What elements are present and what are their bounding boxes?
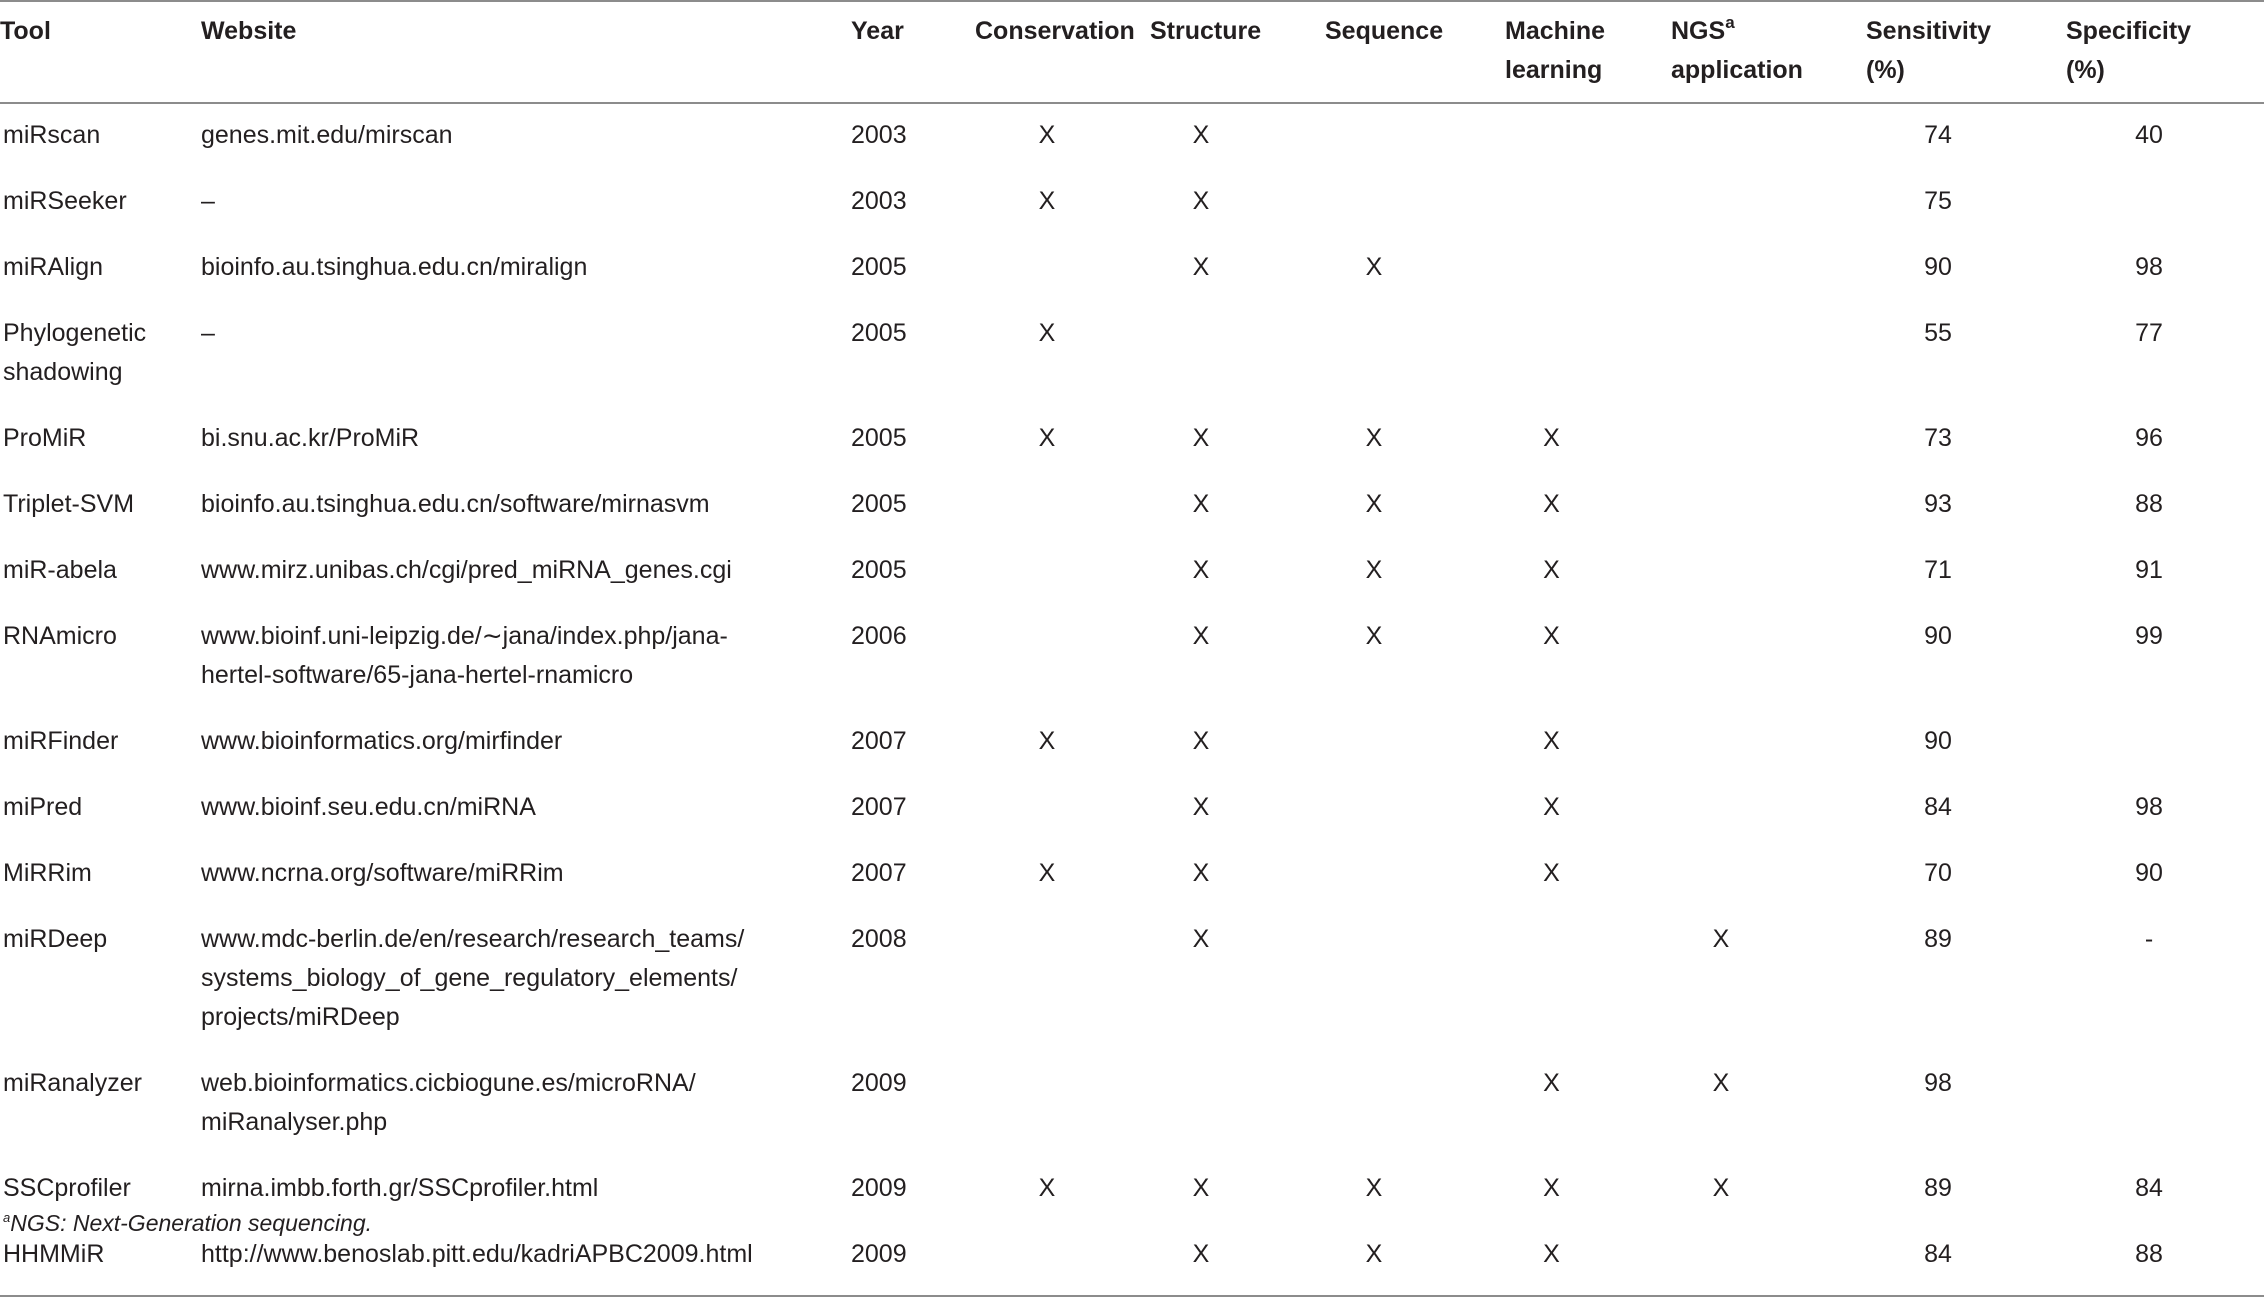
cell-sequence: [1325, 1057, 1505, 1162]
cell-machine-learning: X: [1543, 727, 1560, 755]
cell-sensitivity: 84: [1866, 1228, 2066, 1296]
cell-ngs-application: [1671, 544, 1866, 610]
cell-structure: X: [1192, 556, 1210, 584]
cell-conservation: [975, 1228, 1147, 1296]
table-row: [0, 241, 2264, 307]
table-header: [0, 1, 2264, 103]
table-row: [0, 307, 2264, 412]
cell-ngs-application: [1671, 478, 1866, 544]
cell-machine-learning: X: [1543, 490, 1560, 518]
cell-machine-learning: X: [1543, 424, 1560, 452]
cell-conservation: X: [1038, 319, 1056, 347]
cell-website: www.bioinf.uni-leipzig.de/∼jana/index.php/jana- hertel-software/65-jana-hertel-rnamicro: [201, 622, 728, 689]
cell-ngs-application: X: [1712, 925, 1730, 953]
cell-machine-learning: X: [1543, 859, 1560, 887]
cell-website: –: [201, 187, 215, 215]
cell-tool: ProMiR: [3, 424, 87, 452]
cell-sequence: [1325, 715, 1505, 781]
cell-sequence: [1325, 307, 1505, 412]
cell-machine-learning: X: [1543, 556, 1560, 584]
table-row: [0, 610, 2264, 715]
cell-sequence: X: [1365, 1174, 1383, 1202]
cell-specificity: 99: [2135, 622, 2163, 650]
cell-year: 2005: [851, 490, 907, 518]
cell-machine-learning: X: [1543, 1069, 1560, 1097]
cell-sequence: X: [1365, 556, 1383, 584]
cell-ngs-application: [1671, 412, 1866, 478]
header-conservation: Conservation: [975, 1, 1147, 103]
cell-year: 2007: [851, 727, 907, 755]
cell-machine-learning: [1505, 103, 1671, 175]
cell-sensitivity: 93: [1924, 490, 1952, 518]
cell-structure: X: [1192, 490, 1210, 518]
cell-ngs-application: [1671, 307, 1866, 412]
cell-conservation: X: [1038, 121, 1056, 149]
cell-specificity: 88: [2135, 490, 2163, 518]
cell-ngs-application: X: [1712, 1069, 1730, 1097]
table-row: [0, 715, 2264, 781]
cell-structure: X: [1192, 253, 1210, 281]
cell-conservation: [975, 241, 1147, 307]
cell-conservation: X: [1038, 424, 1056, 452]
cell-specificity: [2066, 1057, 2264, 1162]
cell-website: www.ncrna.org/software/miRRim: [201, 859, 564, 887]
cell-website: bi.snu.ac.kr/ProMiR: [201, 424, 420, 452]
cell-sensitivity: 84: [1924, 793, 1952, 821]
header-ngs-application: NGS$^a$ application: [1671, 1, 1866, 103]
header-website: Website: [198, 1, 851, 103]
cell-structure: X: [1192, 121, 1210, 149]
footnote-marker: a: [3, 1210, 11, 1225]
cell-sensitivity: 89: [1924, 1174, 1952, 1202]
cell-tool: Phylogenetic shadowing: [3, 319, 147, 386]
cell-machine-learning: [1505, 913, 1671, 1057]
cell-conservation: X: [1038, 859, 1056, 887]
cell-tool: miRAlign: [3, 253, 104, 281]
cell-ngs-application: [1671, 103, 1866, 175]
cell-specificity: -: [2144, 925, 2154, 953]
cell-website: http://www.benoslab.pitt.edu/kadriAPBC2009.html: [198, 1228, 851, 1296]
cell-sequence: [1325, 781, 1505, 847]
cell-ngs-application: [1671, 241, 1866, 307]
cell-ngs-application: [1671, 1228, 1866, 1296]
cell-sequence: [1325, 103, 1505, 175]
footnote-text: NGS: Next-Generation sequencing.: [10, 1210, 373, 1236]
cell-year: 2007: [851, 859, 907, 887]
cell-year: 2009: [851, 1228, 975, 1296]
cell-tool: SSCprofiler: [3, 1174, 131, 1202]
cell-sensitivity: 75: [1924, 187, 1952, 215]
cell-structure: X: [1192, 1174, 1210, 1202]
cell-tool: miRFinder: [3, 727, 119, 755]
table-row: [0, 478, 2264, 544]
cell-machine-learning: [1505, 175, 1671, 241]
header-year: Year: [851, 1, 975, 103]
table-row: [0, 1057, 2264, 1162]
table-row: [0, 103, 2264, 175]
cell-year: 2005: [851, 319, 907, 347]
cell-website: web.bioinformatics.cicbiogune.es/microRNA/ miRanalyser.php: [201, 1069, 696, 1136]
cell-tool: miRanalyzer: [3, 1069, 142, 1097]
cell-ngs-application: X: [1712, 1174, 1730, 1202]
cell-year: 2005: [851, 424, 907, 452]
cell-sensitivity: 74: [1924, 121, 1952, 149]
cell-sensitivity: 55: [1924, 319, 1952, 347]
cell-specificity: 96: [2135, 424, 2163, 452]
cell-tool: miRscan: [3, 121, 101, 149]
cell-specificity: 91: [2135, 556, 2163, 584]
cell-structure: X: [1147, 1228, 1325, 1296]
table-row: [0, 412, 2264, 478]
cell-structure: X: [1192, 622, 1210, 650]
table-footnote: [3, 1209, 372, 1237]
header-structure: Structure: [1147, 1, 1325, 103]
cell-specificity: 77: [2135, 319, 2163, 347]
cell-structure: X: [1192, 925, 1210, 953]
table-row: [0, 781, 2264, 847]
cell-structure: X: [1192, 859, 1210, 887]
cell-specificity: 98: [2135, 253, 2163, 281]
cell-tool: miRDeep: [3, 925, 108, 953]
header-tool: Tool: [0, 1, 198, 103]
cell-sensitivity: 70: [1924, 859, 1952, 887]
cell-conservation: X: [1038, 727, 1056, 755]
cell-year: 2009: [851, 1069, 907, 1097]
cell-year: 2009: [851, 1174, 907, 1202]
cell-conservation: [975, 544, 1147, 610]
cell-year: 2007: [851, 793, 907, 821]
cell-ngs-application: [1671, 610, 1866, 715]
cell-year: 2003: [851, 187, 907, 215]
cell-machine-learning: [1505, 307, 1671, 412]
cell-website: genes.mit.edu/mirscan: [201, 121, 453, 149]
cell-ngs-application: [1671, 175, 1866, 241]
cell-structure: [1147, 1057, 1325, 1162]
cell-structure: X: [1192, 793, 1210, 821]
cell-sensitivity: 98: [1924, 1069, 1952, 1097]
table-row: [0, 1228, 2264, 1296]
table-row: [0, 175, 2264, 241]
cell-website: mirna.imbb.forth.gr/SSCprofiler.html: [201, 1174, 599, 1202]
cell-sensitivity: 90: [1924, 253, 1952, 281]
cell-website: www.bioinf.seu.edu.cn/miRNA: [201, 793, 536, 821]
cell-structure: X: [1192, 187, 1210, 215]
cell-conservation: [975, 478, 1147, 544]
cell-year: 2003: [851, 121, 907, 149]
cell-tool: HHMMiR: [0, 1228, 198, 1296]
header-sequence: Sequence: [1325, 1, 1505, 103]
cell-sequence: X: [1365, 424, 1383, 452]
cell-specificity: 90: [2135, 859, 2163, 887]
cell-machine-learning: X: [1543, 1174, 1560, 1202]
cell-sensitivity: 90: [1924, 622, 1952, 650]
cell-conservation: [975, 610, 1147, 715]
cell-ngs-application: [1671, 847, 1866, 913]
cell-year: 2005: [851, 556, 907, 584]
table-row: [0, 913, 2264, 1057]
cell-sequence: [1325, 847, 1505, 913]
cell-sequence: X: [1325, 1228, 1505, 1296]
cell-website: www.bioinformatics.org/mirfinder: [201, 727, 563, 755]
cell-year: 2008: [851, 925, 907, 953]
cell-structure: [1147, 307, 1325, 412]
cell-website: –: [201, 319, 215, 347]
cell-website: bioinfo.au.tsinghua.edu.cn/software/mirnasvm: [201, 490, 710, 518]
cell-ngs-application: [1671, 715, 1866, 781]
cell-tool: miRSeeker: [3, 187, 127, 215]
cell-structure: X: [1192, 424, 1210, 452]
cell-machine-learning: [1505, 241, 1671, 307]
cell-tool: RNAmicro: [3, 622, 117, 650]
cell-specificity: 88: [2066, 1228, 2264, 1296]
cell-specificity: [2066, 715, 2264, 781]
table-row: [0, 847, 2264, 913]
cell-tool: Triplet-SVM: [3, 490, 135, 518]
cell-conservation: [975, 781, 1147, 847]
cell-conservation: [975, 913, 1147, 1057]
cell-conservation: X: [1038, 187, 1056, 215]
cell-machine-learning: X: [1505, 1228, 1671, 1296]
header-sensitivity: Sensitivity (%): [1866, 1, 2066, 103]
cell-tool: miR-abela: [3, 556, 117, 584]
cell-sequence: [1325, 913, 1505, 1057]
cell-sensitivity: 89: [1924, 925, 1952, 953]
cell-tool: MiRRim: [3, 859, 92, 887]
cell-conservation: [975, 1057, 1147, 1162]
cell-sequence: X: [1365, 490, 1383, 518]
cell-sequence: X: [1365, 253, 1383, 281]
cell-sensitivity: 71: [1924, 556, 1952, 584]
cell-structure: X: [1192, 727, 1210, 755]
cell-specificity: 98: [2135, 793, 2163, 821]
cell-sensitivity: 73: [1924, 424, 1952, 452]
cell-sensitivity: 90: [1924, 727, 1952, 755]
cell-specificity: [2066, 175, 2264, 241]
header-specificity: Specificity (%): [2066, 1, 2264, 103]
cell-year: 2006: [851, 622, 907, 650]
cell-website: www.mdc-berlin.de/en/research/research_teams/ systems_biology_of_gene_regulatory_elements/ projects/miRDeep: [201, 925, 745, 1031]
table-row: [0, 544, 2264, 610]
cell-year: 2005: [851, 253, 907, 281]
cell-sequence: X: [1365, 622, 1383, 650]
cell-machine-learning: X: [1543, 793, 1560, 821]
cell-website: www.mirz.unibas.ch/cgi/pred_miRNA_genes.cgi: [201, 556, 732, 584]
cell-specificity: 40: [2135, 121, 2163, 149]
header-machine-learning: Machine learning: [1505, 1, 1671, 103]
cell-specificity: 84: [2135, 1174, 2163, 1202]
cell-conservation: X: [1038, 1174, 1056, 1202]
cell-tool: miPred: [3, 793, 83, 821]
cell-website: bioinfo.au.tsinghua.edu.cn/miralign: [201, 253, 588, 281]
cell-ngs-application: [1671, 781, 1866, 847]
cell-sequence: [1325, 175, 1505, 241]
table-body: [0, 103, 2264, 1296]
cell-machine-learning: X: [1543, 622, 1560, 650]
